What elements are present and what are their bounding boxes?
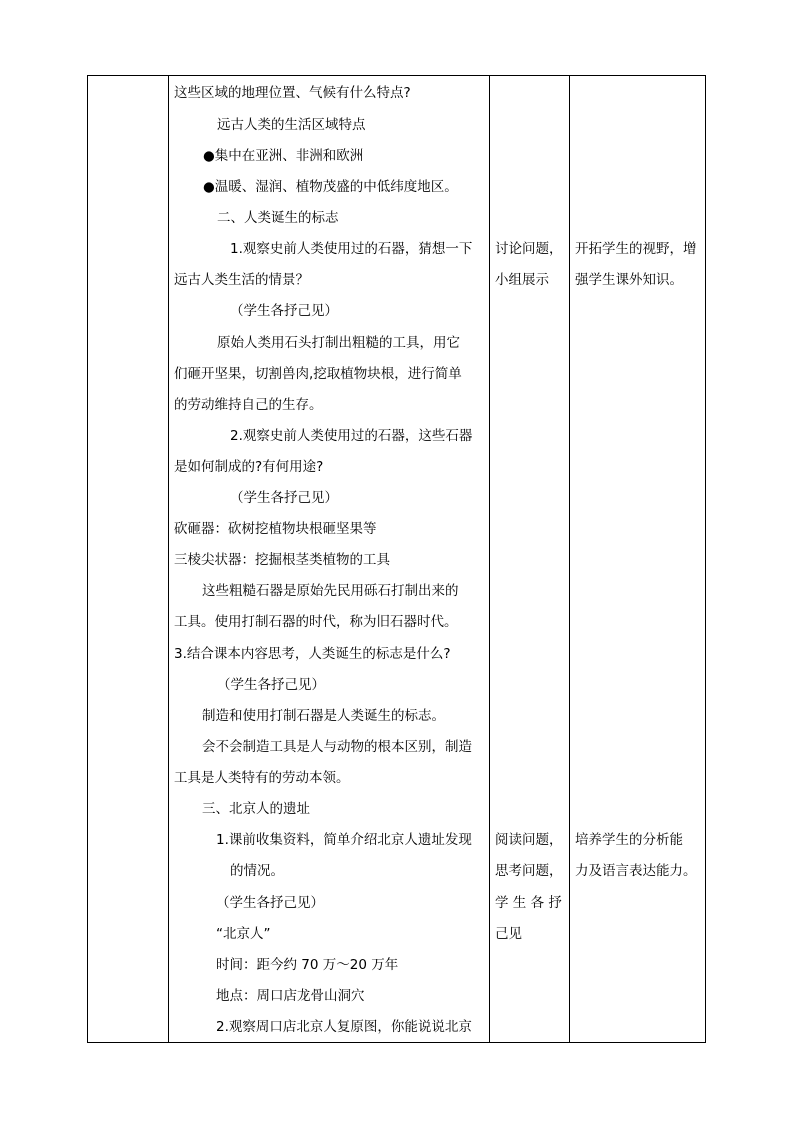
text-line: ●集中在亚洲、非洲和欧洲 — [203, 148, 364, 164]
text-line: 三棱尖状器：挖掘根茎类植物的工具 — [174, 552, 390, 568]
question-line: 1.观察史前人类使用过的石器，猜想一下 — [230, 241, 473, 257]
lesson-table — [87, 75, 706, 1043]
left-empty-cell — [88, 76, 168, 1042]
text-line: （学生各抒己见） — [230, 303, 338, 319]
activity-line: 讨论问题， — [495, 241, 563, 257]
text-line: （学生各抒己见） — [216, 895, 324, 911]
activity-line: 己见 — [495, 926, 522, 942]
text-line: 时间：距今约 70 万～20 万年 — [216, 957, 399, 973]
text-line: 会不会制造工具是人与动物的根本区别，制造 — [202, 739, 472, 755]
section-heading: 三、北京人的遗址 — [202, 801, 310, 817]
text-line: 制造和使用打制石器是人类诞生的标志。 — [202, 708, 445, 724]
question-line: 1.课前收集资料，简单介绍北京人遗址发现 — [216, 832, 472, 848]
section-heading: 二、人类诞生的标志 — [217, 210, 339, 226]
text-line: 远古人类的生活区域特点 — [217, 117, 366, 133]
text-line: 这些区域的地理位置、气候有什么特点? — [174, 85, 411, 101]
text-line: 工具。使用打制石器的时代，称为旧石器时代。 — [174, 614, 458, 630]
question-line: 是如何制成的?有何用途? — [174, 459, 324, 475]
design-intent-cell — [570, 76, 705, 1042]
intent-line: 培养学生的分析能 — [575, 832, 683, 848]
text-line: 原始人类用石头打制出粗糙的工具，用它 — [217, 335, 460, 351]
text-line: 工具是人类特有的劳动本领。 — [174, 770, 350, 786]
teaching-process-cell — [169, 76, 489, 1042]
activity-line: 阅读问题， — [495, 832, 563, 848]
text-line: 这些粗糙石器是原始先民用砾石打制出来的 — [202, 583, 459, 599]
text-line: 砍砸器：砍树挖植物块根砸坚果等 — [174, 521, 377, 537]
text-line: 们砸开坚果，切割兽肉,挖取植物块根，进行简单 — [174, 366, 462, 382]
text-line: 的劳动维持自己的生存。 — [174, 397, 323, 413]
activity-line: 小组展示 — [495, 272, 549, 288]
activity-line: 思考问题， — [495, 863, 563, 879]
activity-line: 学 生 各 抒 — [495, 895, 562, 911]
question-line: 的情况。 — [230, 863, 284, 879]
intent-line: 力及语言表达能力。 — [575, 863, 697, 879]
intent-line: 开拓学生的视野，增 — [575, 241, 697, 257]
text-line: ●温暖、湿润、植物茂盛的中低纬度地区。 — [203, 179, 458, 195]
question-line: 2.观察史前人类使用过的石器，这些石器 — [230, 428, 473, 444]
text-line: （学生各抒己见） — [230, 490, 338, 506]
question-line: 远古人类生活的情景？ — [174, 272, 309, 288]
text-line: （学生各抒己见） — [217, 677, 325, 693]
text-line: 地点：周口店龙骨山洞穴 — [216, 988, 365, 1004]
question-line: 2.观察周口店北京人复原图，你能说说北京 — [216, 1019, 472, 1035]
text-line: “北京人” — [216, 926, 271, 942]
student-activity-cell — [490, 76, 569, 1042]
intent-line: 强学生课外知识。 — [575, 272, 683, 288]
question-line: 3.结合课本内容思考，人类诞生的标志是什么? — [174, 646, 451, 662]
